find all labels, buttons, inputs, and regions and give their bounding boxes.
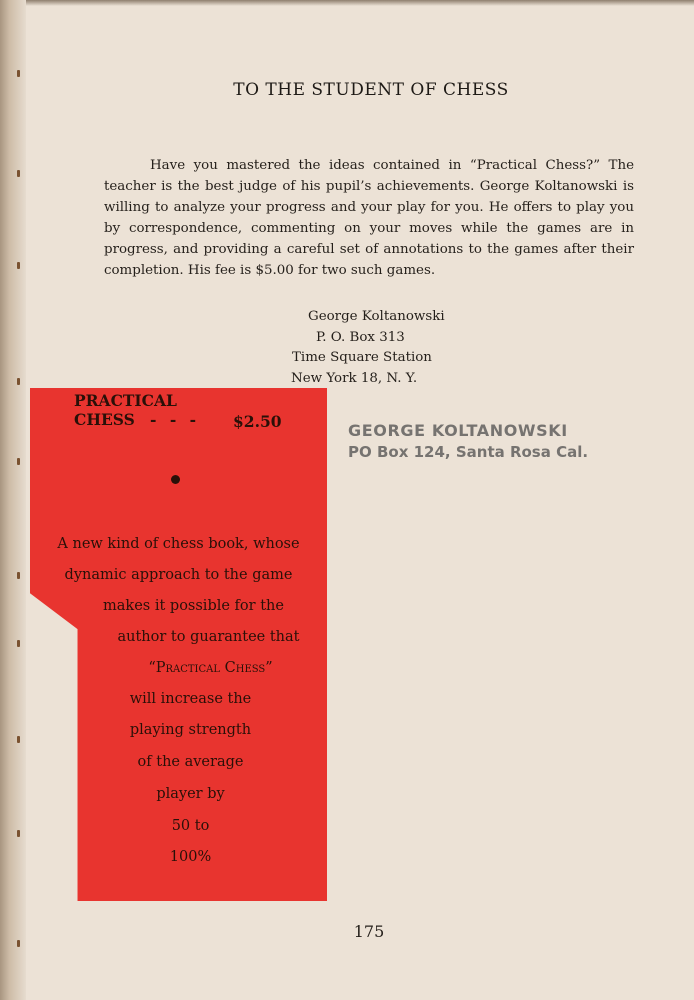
flyer-line: author to guarantee that <box>117 629 300 645</box>
flyer-price-leader: - - - <box>150 410 201 429</box>
address-line-name: George Koltanowski <box>308 309 445 324</box>
binding-stitch <box>17 70 20 77</box>
address-line-station: Time Square Station <box>292 350 432 365</box>
binding-stitch <box>17 572 20 579</box>
page-number: 175 <box>353 922 385 941</box>
flyer-line: A new kind of chess book, whose <box>57 536 300 552</box>
book-spine <box>0 0 26 1000</box>
flyer-line: playing strength <box>129 722 252 738</box>
flyer-line: 100% <box>169 849 212 865</box>
address-line-city: New York 18, N. Y. <box>291 371 418 386</box>
binding-stitch <box>17 262 20 269</box>
body-paragraph: Have you mastered the ideas contained in “Practical Chess?” The teacher is the best judge of his pupil’s achievements. George Koltanowski is willing to analyze your progress and your play for you. He offers to play you by correspondence, commenting on your moves while the games are in progress, and providing a careful set of annotations to the games after their completion. His fee is $5.00 for two such games. <box>104 158 634 278</box>
flyer-price: $2.50 <box>233 412 282 431</box>
binding-stitch <box>17 640 20 647</box>
page-top-edge <box>0 0 694 6</box>
page-title: TO THE STUDENT OF CHESS <box>233 80 509 100</box>
flyer-line: 50 to <box>171 818 210 834</box>
flyer-line: of the average <box>137 754 244 770</box>
flyer-heading-chess: CHESS <box>74 410 135 429</box>
binding-stitch <box>17 830 20 837</box>
binding-stitch <box>17 170 20 177</box>
flyer-bullet-dot <box>171 475 180 484</box>
flyer-line: will increase the <box>129 691 252 707</box>
rubber-stamp-address: PO Box 124, Santa Rosa Cal. <box>348 443 589 461</box>
flyer-line: “Practical Chess” <box>148 660 273 676</box>
flyer-line: player by <box>156 786 225 802</box>
binding-stitch <box>17 378 20 385</box>
binding-stitch <box>17 458 20 465</box>
flyer-heading-practical: PRACTICAL <box>74 391 177 410</box>
flyer-line: makes it possible for the <box>103 598 284 614</box>
rubber-stamp-name: GEORGE KOLTANOWSKI <box>348 421 568 440</box>
address-line-box: P. O. Box 313 <box>316 330 405 345</box>
flyer-line: dynamic approach to the game <box>64 567 293 583</box>
binding-stitch <box>17 736 20 743</box>
binding-stitch <box>17 940 20 947</box>
